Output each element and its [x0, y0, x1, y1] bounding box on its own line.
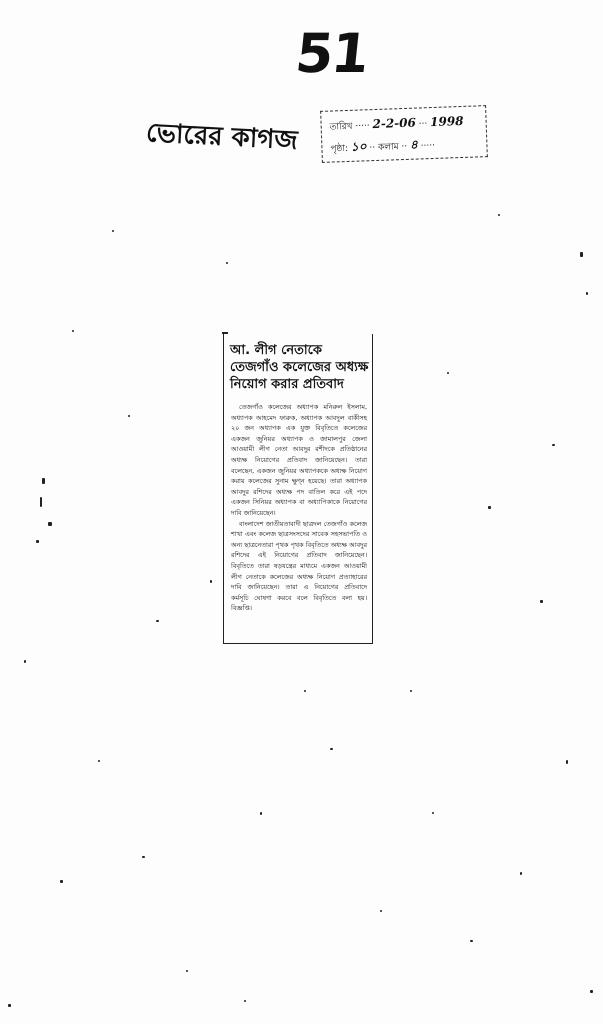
year-value: 1998: [429, 113, 464, 130]
column-value: ৪: [409, 137, 419, 152]
column-label: কলাম: [377, 142, 399, 153]
page-number: 51: [292, 22, 371, 85]
date-label: তারিখ: [329, 121, 353, 133]
news-clipping: [223, 334, 373, 644]
page-label: পৃষ্ঠা: [330, 144, 346, 155]
article-headline: আ. লীগ নেতাকে তেজগাঁও কলেজের অধ্যক্ষ নিয়োগ করার প্রতিবাদ: [230, 343, 369, 392]
newspaper-masthead: ভোরের কাগজ: [145, 118, 299, 156]
clipping-stamp: তারিখ ····· 2-2-06 ··· 1998 পৃষ্ঠা: ১০ ·· কলাম ·· ৪ ·····: [320, 105, 488, 163]
article-paragraph: বাংলাদেশ জাতীয়তাবাদী ছাত্রদল তেজগাঁও কলেজ শাখা এবং কলেজ ছাত্রসংসদের সাবেক সহসভাপতি ও অন্য ছাত্রনেতারা পৃথক পৃথক বিবৃতিতে অধ্যক্ষ আবদুর রশিদের এই নিয়োগের প্রতিবাদ জানিয়েছেন। বিবৃতিতে তারা ষড়যন্ত্রের মাধ্যমে একজন আওয়ামী লীগ নেতাকে কলেজের অধ্যক্ষ নিয়োগ প্রত্যাহারের দাবি জানিয়েছেন। তারা এ নিয়োগের প্রতিবাদে কর্মসূচি ঘোষণা করবে বলে বিবৃতিতে বলা হয়। বিজ্ঞপ্তি।: [231, 519, 367, 613]
article-body: [231, 402, 367, 614]
date-value: 2-2-06: [372, 115, 417, 132]
article-paragraph: তেজগাঁও কলেজের অধ্যাপক মনিরুল ইসলাম, অধ্যাপক আহমেদ ফারুক, অধ্যাপক আবদুল বাকীসহ ২০ জন অধ্যাপক এক যুক্ত বিবৃতিতে কলেজের একজন জুনিয়র অধ্যাপক ও জামালপুর জেলা আওয়ামী লীগ নেতা আবদুর রশীদকে প্রতিষ্ঠানের অধ্যক্ষ নিয়োগের প্রতিবাদ জানিয়েছেন। তারা বলেছেন, একজন জুনিয়র অধ্যাপককে অধ্যক্ষ নিয়োগ করায় কলেজের সুনাম ক্ষুণ্ন হয়েছে। তারা অধ্যাপক আবদুর রশিদের অধ্যক্ষ পদ বাতিল করে এই পদে একজন সিনিয়র অধ্যাপক বা অধ্যাপিকাকে নিয়োগের দাবি জানিয়েছেন।: [231, 403, 367, 517]
page-value: ১০: [350, 139, 367, 154]
